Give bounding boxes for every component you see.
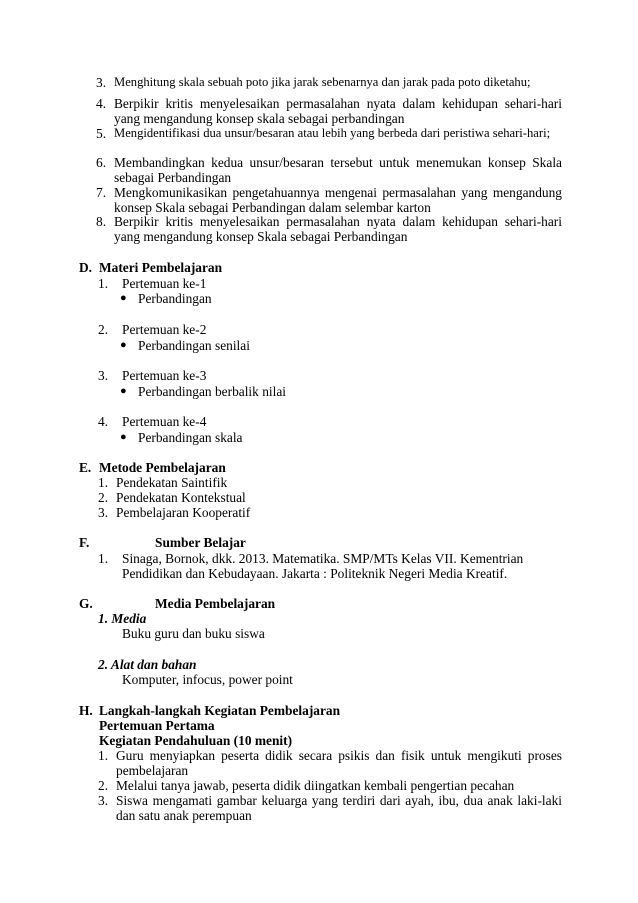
objective-text: Membandingkan kedua unsur/besaran tersebut untuk menemukan konsep Skala sebagai Perbandingan (114, 155, 562, 186)
method-item: 3. Pembelajaran Kooperatif (98, 505, 251, 520)
objective-number: 5. (96, 126, 107, 141)
objective-item (96, 214, 562, 244)
section-title: Sumber Belajar (155, 535, 246, 550)
meeting-item (98, 276, 562, 291)
tools-subheading: 2. Alat dan bahan (98, 657, 197, 672)
meeting-label: Pertemuan ke-3 (122, 368, 207, 383)
activity-heading: Kegiatan Pendahuluan (10 menit) (99, 733, 293, 748)
section-letter: F. (79, 535, 90, 550)
objective-item (96, 96, 562, 126)
objective-item (96, 185, 562, 215)
objective-number: 8. (96, 214, 107, 229)
meeting-topic: ● Perbandingan skala (120, 430, 243, 445)
objective-number: 3. (96, 75, 107, 90)
meeting-topic: ● Perbandingan berbalik nilai (120, 384, 286, 399)
objective-number: 4. (96, 96, 107, 111)
section-title: Langkah-langkah Kegiatan Pembelajaran (99, 703, 341, 718)
meeting-item (98, 322, 562, 337)
step-item: 3. Siswa mengamati gambar keluarga yang terdiri dari ayah, ibu, dua anak laki-laki dan satu anak perempuan (98, 793, 562, 824)
section-e-heading (79, 460, 562, 475)
meeting-item (98, 368, 562, 383)
method-item: 2. Pendekatan Kontekstual (98, 490, 246, 505)
meeting-number: 1. (98, 276, 109, 291)
section-h-heading (79, 703, 562, 718)
method-item: 1. Pendekatan Saintifik (98, 475, 228, 490)
section-title: Materi Pembelajaran (99, 260, 223, 275)
section-g-heading (79, 596, 562, 611)
objective-number: 6. (96, 155, 107, 170)
section-letter: H. (79, 703, 93, 718)
objective-text: Mengkomunikasikan pengetahuannya mengenai permasalahan yang mengandung konsep Skala sebagai Perbandingan dalam selembar karton (114, 185, 562, 216)
objective-number: 7. (96, 185, 107, 200)
bullet-icon: ● (120, 385, 127, 397)
section-letter: G. (79, 596, 93, 611)
meeting-topic: ● Perbandingan senilai (120, 338, 250, 353)
source-item: 1. Sinaga, Bornok, dkk. 2013. Matematika. SMP/MTs Kelas VII. Kementrian Pendidikan dan Kebudayaan. Jakarta : Politeknik Negeri Media Kreatif. (98, 551, 524, 582)
bullet-icon: ● (120, 339, 127, 351)
objective-item (96, 75, 562, 90)
step-item: 1. Guru menyiapkan peserta didik secara psikis dan fisik untuk mengikuti proses pembelajaran (98, 748, 562, 779)
meeting-heading: Pertemuan Pertama (99, 718, 215, 733)
objective-text: Berpikir kritis menyelesaikan permasalahan nyata dalam kehidupan sehari-hari yang mengandung konsep skala sebagai perbandingan (114, 96, 562, 127)
section-d-heading (79, 260, 562, 275)
objective-text: Berpikir kritis menyelesaikan permasalahan nyata dalam kehidupan sehari-hari yang mengandung konsep Skala sebagai Perbandingan (114, 214, 562, 245)
meeting-number: 4. (98, 414, 109, 429)
media-subheading: 1. Media (98, 611, 147, 626)
objective-text: Mengidentifikasi dua unsur/besaran atau lebih yang berbeda dari peristiwa sehari-hari; (114, 126, 551, 140)
meeting-number: 2. (98, 322, 109, 337)
meeting-label: Pertemuan ke-1 (122, 276, 207, 291)
section-title: Media Pembelajaran (155, 596, 276, 611)
bullet-icon: ● (120, 431, 127, 443)
meeting-label: Pertemuan ke-4 (122, 414, 207, 429)
section-letter: D. (79, 260, 93, 275)
tools-text: Komputer, infocus, power point (122, 672, 293, 687)
step-item: 2. Melalui tanya jawab, peserta didik diingatkan kembali pengertian pecahan (98, 778, 515, 793)
bullet-icon: ● (120, 292, 127, 304)
objective-item (96, 126, 562, 141)
objective-item (96, 155, 562, 185)
section-title: Metode Pembelajaran (99, 460, 226, 475)
meeting-topic: ● Perbandingan (120, 291, 212, 306)
media-text: Buku guru dan buku siswa (122, 626, 265, 641)
section-letter: E. (79, 460, 92, 475)
objective-text: Menghitung skala sebuah poto jika jarak sebenarnya dan jarak pada poto diketahu; (114, 75, 531, 89)
meeting-number: 3. (98, 368, 109, 383)
section-f-heading (79, 535, 562, 550)
meeting-item (98, 414, 562, 429)
meeting-label: Pertemuan ke-2 (122, 322, 207, 337)
